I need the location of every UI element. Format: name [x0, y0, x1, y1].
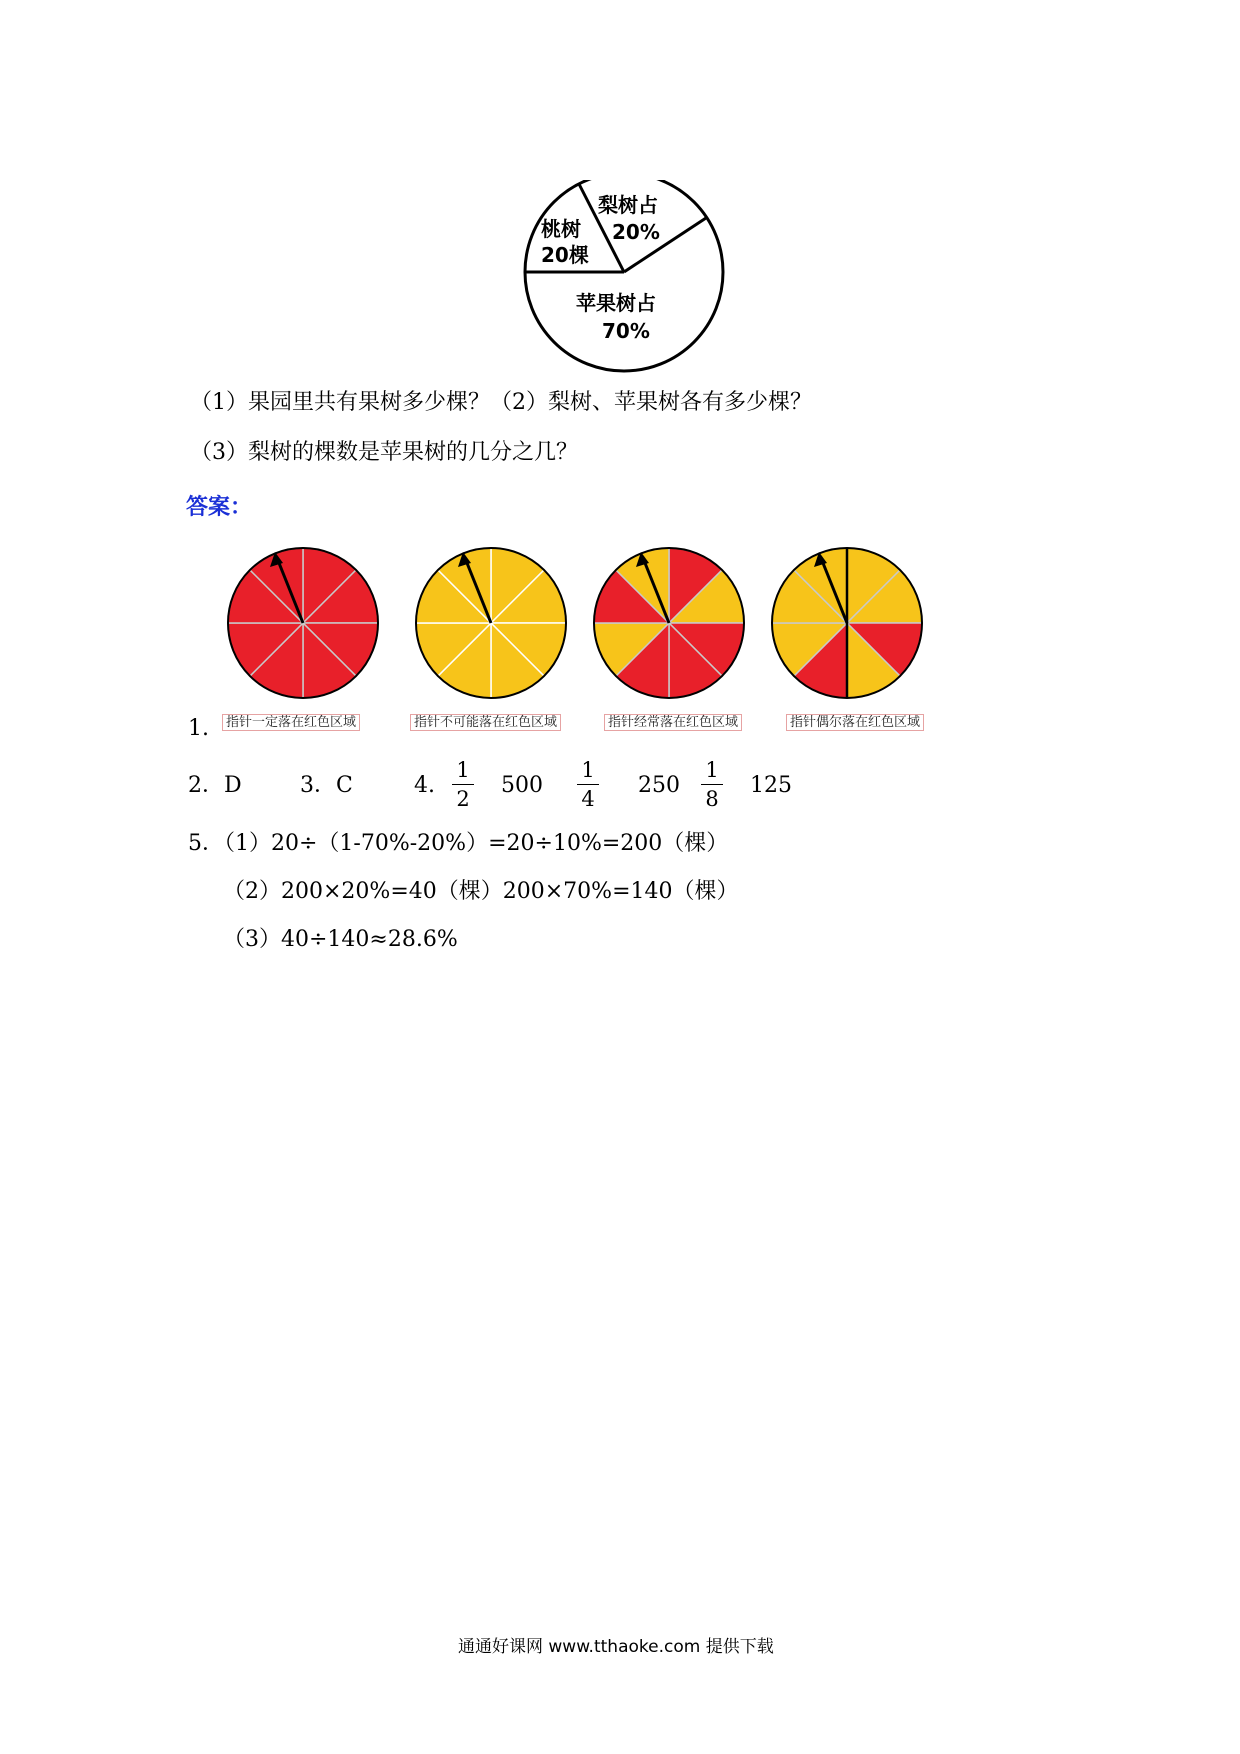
item-2-answer: 2．D	[188, 773, 242, 798]
fraction-one-quarter	[577, 758, 599, 811]
fraction-one-eighth	[701, 758, 723, 811]
question-3: （3）梨树的棵数是苹果树的几分之几？	[190, 440, 578, 465]
spinner-often-red	[591, 545, 747, 701]
orchard-pie-chart	[520, 180, 730, 380]
pie-apple-value: 70%	[602, 319, 650, 343]
fraction-denominator: 2	[456, 787, 470, 811]
pie-apple-label: 苹果树占	[576, 291, 656, 315]
fraction-numerator: 1	[705, 758, 719, 782]
spinner-always-red	[225, 545, 381, 701]
spinner-seldom-red	[769, 545, 925, 701]
spinner-never-red	[413, 545, 569, 701]
pie-pear-value: 20%	[612, 220, 660, 244]
pie-pear-label: 梨树占	[598, 193, 658, 217]
caption-often-red: 指针经常落在红色区域	[604, 714, 742, 731]
item-4-value-1: 500	[501, 773, 543, 798]
caption-never-red: 指针不可能落在红色区域	[410, 714, 561, 731]
item-1-number: 1.	[188, 716, 209, 741]
fraction-denominator: 4	[581, 787, 595, 811]
fraction-numerator: 1	[456, 758, 470, 782]
pie-peach-label: 桃树	[541, 217, 581, 241]
item-4-value-2: 250	[638, 773, 680, 798]
item-3-answer: 3．C	[300, 773, 353, 798]
item-4-value-3: 125	[750, 773, 792, 798]
footer-source: 通通好课网 www.tthaoke.com 提供下载	[458, 1637, 774, 1657]
fraction-numerator: 1	[581, 758, 595, 782]
caption-seldom-red: 指针偶尔落在红色区域	[786, 714, 924, 731]
item-5-line-2: （2）200×20%=40（棵）200×70%=140（棵）	[223, 879, 739, 904]
fraction-denominator: 8	[705, 787, 719, 811]
item-4-label: 4.	[414, 773, 435, 798]
pie-peach-value: 20棵	[541, 243, 589, 267]
caption-always-red: 指针一定落在红色区域	[222, 714, 360, 731]
answer-title: 答案：	[186, 494, 253, 520]
question-1-2: （1）果园里共有果树多少棵？（2）梨树、苹果树各有多少棵？	[190, 390, 812, 415]
fraction-one-half	[452, 758, 474, 811]
item-5-line-1: 5．（1）20÷（1-70%-20%）=20÷10%=200（棵）	[188, 831, 729, 856]
item-5-line-3: （3）40÷140≈28.6%	[223, 927, 458, 952]
